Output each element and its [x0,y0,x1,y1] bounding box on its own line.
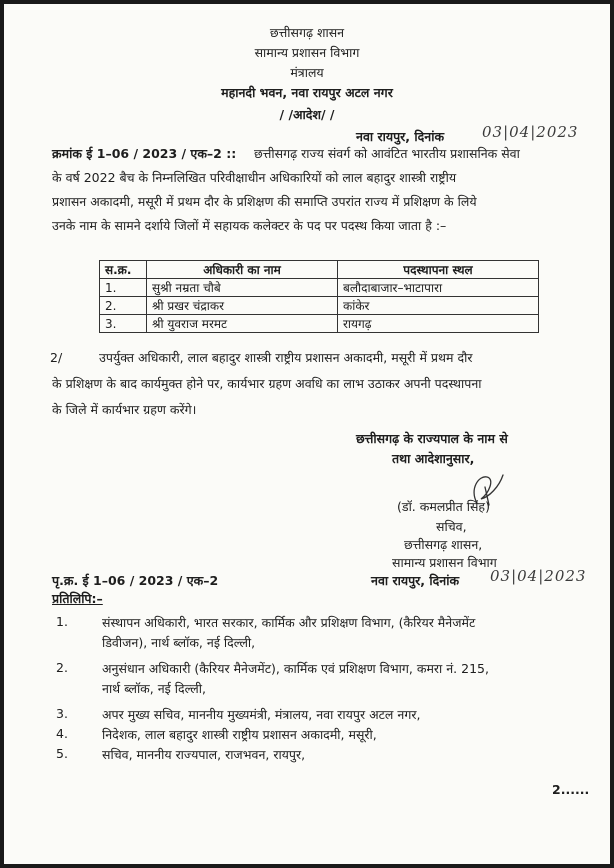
copy-item-1-line-1: संस्थापन अधिकारी, भारत सरकार, कार्मिक और प्रशिक्षण विभाग, (कैरियर मैनेजमेंट [102,615,476,630]
para2-line-1: उपर्युक्त अधिकारी, लाल बहादुर शास्त्री राष्ट्रीय प्रशासन अकादमी, मसूरी में प्रथम दौर [99,350,473,365]
signatory-name: (डॉ. कमलप्रीत सिंह) [397,499,490,514]
cell-posting-place: रायगढ़ [338,315,539,333]
cell-serial: 1. [100,279,147,297]
governor-line-1: छत्तीसगढ़ के राज्यपाल के नाम से [356,431,508,446]
cell-posting-place: कांकेर [338,297,539,315]
para2-line-3: के जिले में कार्यभार ग्रहण करेंगे। [52,402,197,417]
header-ministry: मंत्रालय [290,65,324,80]
signatory-dept-1: छत्तीसगढ़ शासन, [404,537,483,552]
copy-item-2-number: 2. [56,660,68,675]
signatory-dept-2: सामान्य प्रशासन विभाग [392,555,497,570]
copy-item-5-number: 5. [56,746,68,761]
cell-posting-place: बलौदाबाजार–भाटापारा [338,279,539,297]
copy-item-4-number: 4. [56,726,68,741]
table-row [100,315,539,333]
endorsement-place-date-label: नवा रायपुर, दिनांक [371,573,460,588]
signatory-designation: सचिव, [436,519,467,534]
intro-line-1: छत्तीसगढ़ राज्य संवर्ग को आवंटित भारतीय प्रशासनिक सेवा [254,146,520,161]
endorsement-handwritten-date: 03|04|2023 [490,567,587,585]
cell-officer-name: सुश्री नम्रता चौबे [147,279,338,297]
copy-to-label: प्रतिलिपि:– [52,591,103,606]
table-row [100,297,539,315]
cell-serial: 3. [100,315,147,333]
handwritten-date: 03|04|2023 [482,123,579,141]
cell-officer-name: श्री प्रखर चंद्राकर [147,297,338,315]
para2-line-2: के प्रशिक्षण के बाद कार्यमुक्त होने पर, कार्यभार ग्रहण अवधि का लाभ उठाकर अपनी पदस्थापना [52,376,482,391]
copy-item-3-line-1: अपर मुख्य सचिव, माननीय मुख्यमंत्री, मंत्रालय, नवा रायपुर अटल नगर, [102,707,421,722]
table-row [100,279,539,297]
copy-item-4-line-1: निदेशक, लाल बहादुर शास्त्री राष्ट्रीय प्रशासन अकादमी, मसूरी, [102,727,377,742]
copy-item-1-number: 1. [56,614,68,629]
intro-line-2: के वर्ष 2022 बैच के निम्नलिखित परिवीक्षाधीन अधिकारियों को लाल बहादुर शास्त्री राष्ट्रीय [52,170,457,185]
table-header-row [100,261,539,279]
copy-item-1-line-2: डिवीजन), नार्थ ब्लॉक, नई दिल्ली, [102,635,256,650]
col-header-posting-place: पदस्थापना स्थल [338,261,539,279]
officer-posting-table [99,260,539,333]
header-government: छत्तीसगढ़ शासन [269,25,345,40]
governor-line-2: तथा आदेशानुसार, [392,451,475,466]
page-number: 2...... [552,782,590,797]
order-number: क्रमांक ई 1–06 / 2023 / एक–2 :: [52,146,237,161]
cell-serial: 2. [100,297,147,315]
intro-line-3: प्रशासन अकादमी, मसूरी में प्रथम दौर के प्रशिक्षण की समाप्ति उपरांत राज्य में प्रशिक्षण के लिये [52,194,477,209]
place-date-label: नवा रायपुर, दिनांक [356,129,445,144]
col-header-officer-name: अधिकारी का नाम [147,261,338,279]
copy-item-2-line-1: अनुसंधान अधिकारी (कैरियर मैनेजमेंट), कार्मिक एवं प्रशिक्षण विभाग, कमरा नं. 215, [102,661,489,676]
cell-officer-name: श्री युवराज मरमट [147,315,338,333]
header-address: महानदी भवन, नवा रायपुर अटल नगर [221,85,393,100]
para2-number: 2/ [50,350,63,365]
header-department: सामान्य प्रशासन विभाग [254,45,360,60]
header-order-title: / /आदेश/ / [279,107,335,122]
copy-item-3-number: 3. [56,706,68,721]
col-header-serial: स.क्र. [100,261,147,279]
endorsement-number: पृ.क्र. ई 1–06 / 2023 / एक–2 [52,573,219,588]
document-page [4,4,610,864]
copy-item-5-line-1: सचिव, माननीय राज्यपाल, राजभवन, रायपुर, [102,747,306,762]
copy-item-2-line-2: नार्थ ब्लॉक, नई दिल्ली, [102,681,206,696]
intro-line-4: उनके नाम के सामने दर्शाये जिलों में सहायक कलेक्टर के पद पर पदस्थ किया जाता है :– [52,218,447,233]
